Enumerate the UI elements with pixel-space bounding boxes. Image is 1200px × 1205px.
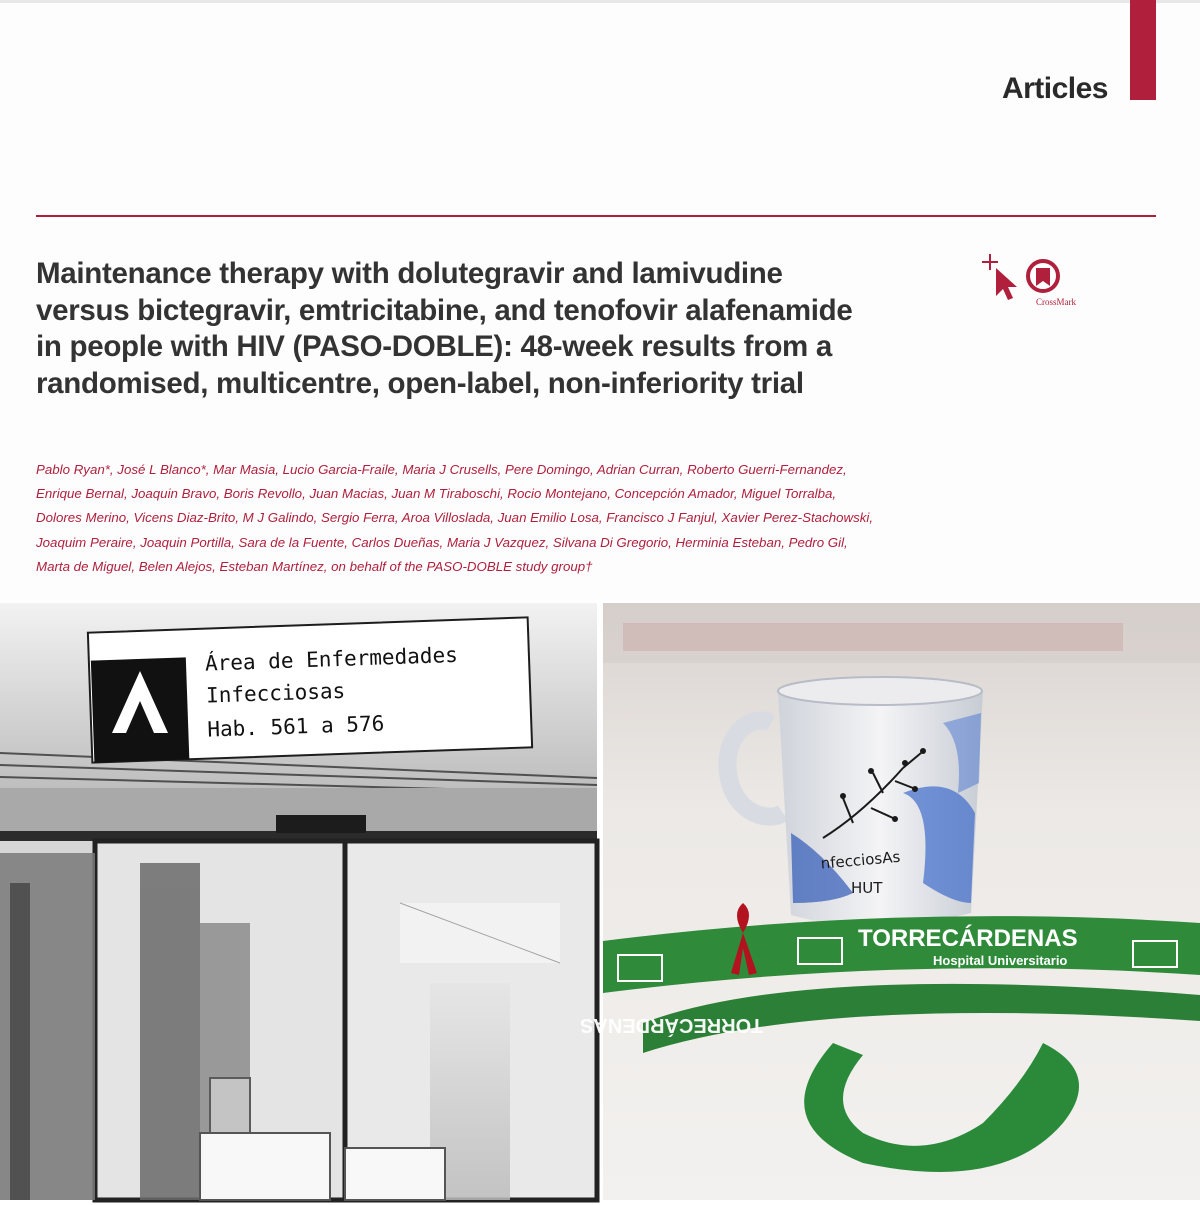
author-line: Dolores Merino, Vicens Diaz-Brito, M J Galindo, Sergio Ferra, Aroa Villoslada, Juan Emilio Losa, Francisco J Fanjul, Xavier Perez-Stachowski, <box>36 510 874 526</box>
article-header <box>0 0 1200 600</box>
header-divider <box>36 215 1156 217</box>
crossmark-label: CrossMark <box>1036 297 1076 307</box>
author-line: Joaquim Peraire, Joaquin Portilla, Sara de la Fuente, Carlos Dueñas, Maria J Vazquez, Silvana Di Gregorio, Herminia Esteban, Pedro Gil, <box>36 534 848 550</box>
mug-line: nfecciosAs <box>819 847 901 873</box>
lanyard-brand: TORRECÁRDENAS <box>858 925 1078 952</box>
section-label: Articles <box>1001 72 1108 105</box>
sign-line: Infecciosas <box>205 678 346 708</box>
title-line: versus bictegravir, emtricitabine, and tenofovir alafenamide <box>36 293 853 327</box>
cursor-click-icon <box>982 254 1017 300</box>
photo-mug-lanyard <box>580 603 1200 1200</box>
author-line: Enrique Bernal, Joaquin Bravo, Boris Revollo, Juan Macias, Juan M Tiraboschi, Rocio Montejano, Concepción Amador, Miguel Torralba, <box>36 486 837 502</box>
lanyard-subtitle: Hospital Universitario <box>933 953 1068 968</box>
title-line: in people with HIV (PASO-DOBLE): 48-week results from a <box>36 330 832 363</box>
author-line: Marta de Miguel, Belen Alejos, Esteban Martínez, on behalf of the PASO-DOBLE study group† <box>36 558 593 574</box>
sign-line: Hab. 561 a 576 <box>206 711 385 742</box>
author-list <box>36 458 1156 579</box>
photo-hospital-entrance <box>0 603 597 1200</box>
crossmark-badge-icon <box>1028 261 1058 291</box>
mug-line: HUT <box>851 879 883 897</box>
top-rule <box>0 0 1200 3</box>
sign-line: Área de Enfermedades <box>204 642 459 676</box>
mug-lanyard-image <box>580 603 1200 1200</box>
department-sign <box>88 617 532 762</box>
author-line: Pablo Ryan*, José L Blanco*, Mar Masia, Lucio Garcia-Fraile, Maria J Crusells, Pere Domingo, Adrian Curran, Roberto Guerri-Fernandez, <box>36 462 847 477</box>
hospital-entrance-image <box>0 603 597 1200</box>
article-title <box>36 256 976 402</box>
section-color-bar <box>1130 0 1156 100</box>
lanyard-brand-reversed: TORRECÁRDENAS <box>580 1014 763 1036</box>
title-line: randomised, multicentre, open-label, non-inferiority trial <box>36 366 804 400</box>
title-line: Maintenance therapy with dolutegravir and lamivudine <box>36 257 783 290</box>
